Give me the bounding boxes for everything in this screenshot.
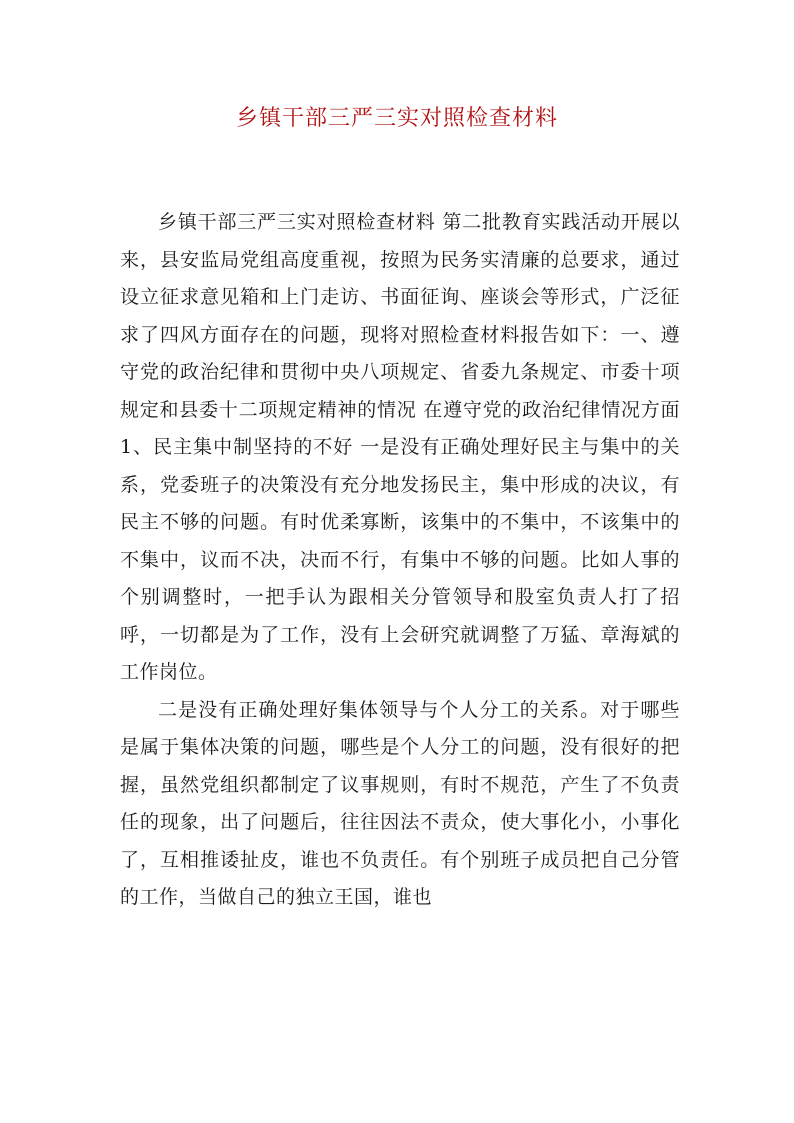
paragraph-2: 二是没有正确处理好集体领导与个人分工的关系。对于哪些是属于集体决策的问题，哪些是个人分工的问题，没有很好的把握，虽然党组织都制定了议事规则，有时不规范，产生了不负责任的现象，出了问题后，往往因法不责众，使大事化小，小事化了，互相推诿扯皮，谁也不负责任。有个别班子成员把自己分管的工作，当做自己的独立王国，谁也 — [120, 698, 680, 908]
document-title: 乡镇干部三严三实对照检查材料 — [235, 106, 558, 131]
document-body — [120, 204, 680, 917]
paragraph-1: 乡镇干部三严三实对照检查材料 第二批教育实践活动开展以来，县安监局党组高度重视，按照为民务实清廉的总要求，通过设立征求意见箱和上门走访、书面征询、座谈会等形式，广泛征求了四风方面存在的问题，现将对照检查材料报告如下：一、遵守党的政治纪律和贯彻中央八项规定、省委九条规定、市委十项规定和县委十二项规定精神的情况 在遵守党的政治纪律情况方面 1、民主集中制坚持的不好 一是没有正确处理好民主与集中的关系，党委班子的决策没有充分地发扬民主，集中形成的决议，有民主不够的问题。有时优柔寡断，该集中的不集中，不该集中的不集中，议而不决，决而不行，有集中不够的问题。比如人事的个别调整时，一把手认为跟相关分管领导和股室负责人打了招呼，一切都是为了工作，没有上会研究就调整了万猛、章海斌的工作岗位。 — [120, 211, 680, 683]
